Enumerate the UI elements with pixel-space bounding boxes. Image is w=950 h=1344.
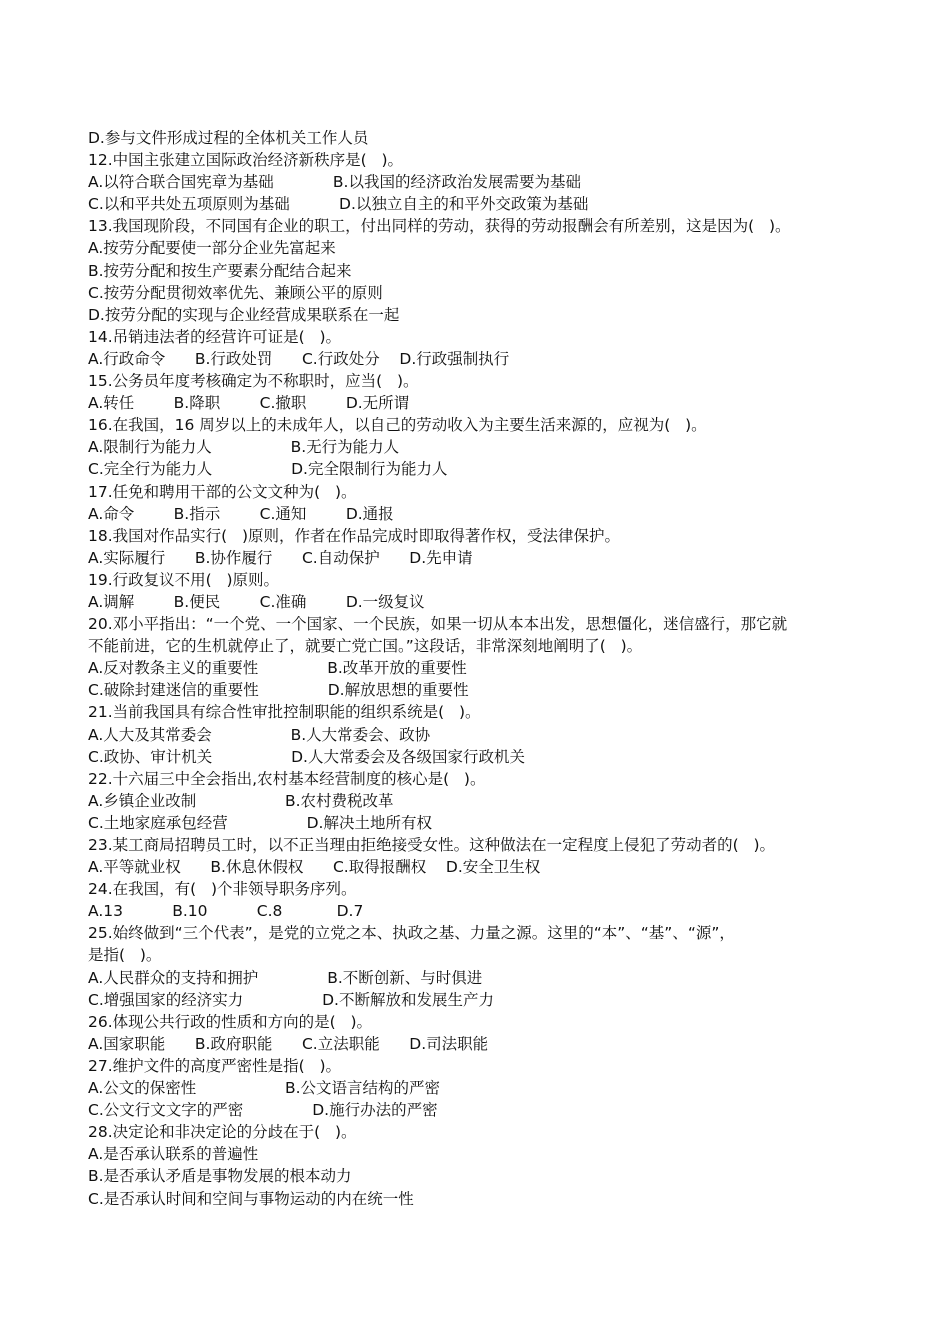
question-line: 25.始终做到“三个代表”，是党的立党之本、执政之基、力量之源。这里的“本”、“基”、“源”，	[88, 924, 735, 943]
question-line: 18.我国对作品实行( )原则，作者在作品完成时即取得著作权，受法律保护。	[88, 526, 621, 545]
question-line: 16.在我国，16 周岁以上的未成年人，以自己的劳动收入为主要生活来源的，应视为( )。	[88, 416, 707, 435]
question-line: 15.公务员年度考核确定为不称职时，应当( )。	[88, 372, 419, 391]
option-line: C.破除封建迷信的重要性 D.解放思想的重要性	[88, 681, 469, 700]
question-line: 24.在我国，有( )个非领导职务序列。	[88, 880, 357, 899]
question-line: 23.某工商局招聘员工时，以不正当理由拒绝接受女性。这种做法在一定程度上侵犯了劳动者的( )。	[88, 836, 776, 854]
option-line: D.参与文件形成过程的全体机关工作人员	[88, 129, 369, 147]
question-line: 13.我国现阶段，不同国有企业的职工，付出同样的劳动，获得的劳动报酬会有所差别，这是因为( )。	[88, 217, 791, 236]
option-line: A.国家职能 B.政府职能 C.立法职能 D.司法职能	[88, 1034, 489, 1053]
option-line: A.人大及其常委会 B.人大常委会、政协	[88, 725, 431, 744]
option-line: C.公文行文文字的严密 D.施行办法的严密	[88, 1101, 438, 1120]
option-line: A.是否承认联系的普遍性	[88, 1145, 259, 1164]
option-line: A.乡镇企业改制 B.农村费税改革	[88, 791, 394, 810]
question-line: 27.维护文件的高度严密性是指( )。	[88, 1056, 342, 1075]
option-line: A.平等就业权 B.休息休假权 C.取得报酬权 D.安全卫生权	[88, 858, 541, 877]
option-line: C.土地家庭承包经营 D.解决土地所有权	[88, 813, 432, 832]
document-page	[88, 127, 878, 1210]
question-line: 17.任免和聘用干部的公文文种为( )。	[88, 482, 357, 501]
question-line: 14.吊销违法者的经营许可证是( )。	[88, 327, 342, 346]
question-line: 是指( )。	[88, 946, 162, 965]
option-line: D.按劳分配的实现与企业经营成果联系在一起	[88, 305, 400, 324]
option-line: C.以和平共处五项原则为基础 D.以独立自主的和平外交政策为基础	[88, 195, 589, 214]
option-line: C.增强国家的经济实力 D.不断解放和发展生产力	[88, 990, 494, 1009]
option-line: C.完全行为能力人 D.完全限制行为能力人	[88, 460, 448, 479]
option-line: A.13 B.10 C.8 D.7	[88, 902, 364, 921]
option-line: A.反对教条主义的重要性 B.改革开放的重要性	[88, 659, 467, 678]
option-line: A.公文的保密性 B.公文语言结构的严密	[88, 1079, 441, 1098]
question-line: 22.十六届三中全会指出,农村基本经营制度的核心是( )。	[88, 769, 486, 788]
option-line: B.是否承认矛盾是事物发展的根本动力	[88, 1167, 352, 1186]
question-line: 19.行政复议不用( )原则。	[88, 570, 280, 589]
question-line: 12.中国主张建立国际政治经济新秩序是( )。	[88, 151, 404, 170]
option-line: A.命令 B.指示 C.通知 D.通报	[88, 504, 394, 523]
option-line: A.按劳分配要使一部分企业先富起来	[88, 239, 336, 258]
question-line: 26.体现公共行政的性质和方向的是( )。	[88, 1012, 373, 1031]
question-line: 21.当前我国具有综合性审批控制职能的组织系统是( )。	[88, 703, 481, 722]
option-line: C.政协、审计机关 D.人大常委会及各级国家行政机关	[88, 747, 525, 766]
question-line: 28.决定论和非决定论的分歧在于( )。	[88, 1123, 357, 1142]
option-line: C.是否承认时间和空间与事物运动的内在统一性	[88, 1189, 414, 1208]
option-line: A.行政命令 B.行政处罚 C.行政处分 D.行政强制执行	[88, 349, 510, 368]
question-line: 20.邓小平指出：“一个党、一个国家、一个民族，如果一切从本本出发，思想僵化，迷信盛行，那它就	[88, 615, 788, 634]
option-line: A.调解 B.便民 C.准确 D.一级复议	[88, 592, 425, 611]
option-line: A.人民群众的支持和拥护 B.不断创新、与时俱进	[88, 968, 483, 987]
option-line: A.实际履行 B.协作履行 C.自动保护 D.先申请	[88, 548, 473, 567]
option-line: B.按劳分配和按生产要素分配结合起来	[88, 261, 352, 280]
option-line: A.转任 B.降职 C.撤职 D.无所谓	[88, 394, 410, 413]
option-line: C.按劳分配贯彻效率优先、兼顾公平的原则	[88, 283, 383, 302]
question-line: 不能前进，它的生机就停止了，就要亡党亡国。”这段话，非常深刻地阐明了( )。	[88, 637, 643, 656]
option-line: A.限制行为能力人 B.无行为能力人	[88, 438, 400, 457]
option-line: A.以符合联合国宪章为基础 B.以我国的经济政治发展需要为基础	[88, 173, 581, 192]
